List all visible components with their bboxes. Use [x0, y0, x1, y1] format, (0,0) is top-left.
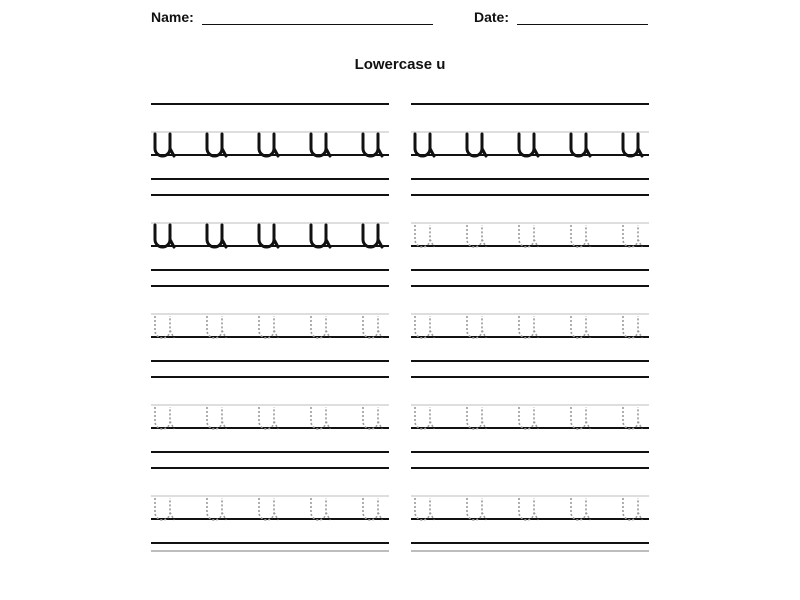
model-letter-u — [259, 134, 278, 156]
trace-letter-u — [571, 407, 590, 429]
trace-letter-u — [311, 407, 330, 429]
trace-letter-u — [207, 498, 226, 520]
page-title: Lowercase u — [354, 56, 446, 73]
model-letter-u — [415, 134, 434, 156]
trace-letter-u — [571, 316, 590, 338]
trace-letter-u — [623, 498, 642, 520]
model-letter-u — [155, 225, 174, 247]
model-letter-u — [363, 134, 382, 156]
model-letter-u — [571, 134, 590, 156]
name-label: Name: — [151, 9, 194, 25]
trace-letter-u — [363, 498, 382, 520]
trace-letter-u — [467, 316, 486, 338]
model-letter-u — [311, 225, 330, 247]
trace-letter-u — [259, 498, 278, 520]
model-letter-u — [259, 225, 278, 247]
trace-letter-u — [415, 225, 434, 247]
trace-letter-u — [623, 316, 642, 338]
trace-letter-u — [207, 407, 226, 429]
trace-letter-u — [571, 498, 590, 520]
trace-letter-u — [519, 225, 538, 247]
trace-letter-u — [415, 498, 434, 520]
trace-letter-u — [571, 225, 590, 247]
model-letter-u — [363, 225, 382, 247]
trace-letter-u — [519, 498, 538, 520]
model-letter-u — [155, 134, 174, 156]
model-letter-u — [311, 134, 330, 156]
model-letter-u — [207, 225, 226, 247]
model-letter-u — [623, 134, 642, 156]
trace-letter-u — [311, 316, 330, 338]
trace-letter-u — [363, 407, 382, 429]
trace-letter-u — [415, 407, 434, 429]
trace-letter-u — [519, 316, 538, 338]
model-letter-u — [207, 134, 226, 156]
date-label: Date: — [474, 9, 510, 25]
trace-letter-u — [467, 407, 486, 429]
trace-letter-u — [155, 498, 174, 520]
trace-letter-u — [259, 316, 278, 338]
trace-letter-u — [623, 225, 642, 247]
trace-letter-u — [155, 316, 174, 338]
trace-letter-u — [623, 407, 642, 429]
trace-letter-u — [155, 407, 174, 429]
trace-letter-u — [519, 407, 538, 429]
trace-letter-u — [311, 498, 330, 520]
model-letter-u — [467, 134, 486, 156]
trace-letter-u — [415, 316, 434, 338]
model-letter-u — [519, 134, 538, 156]
trace-letter-u — [259, 407, 278, 429]
trace-letter-u — [363, 316, 382, 338]
trace-letter-u — [207, 316, 226, 338]
trace-letter-u — [467, 225, 486, 247]
trace-letter-u — [467, 498, 486, 520]
